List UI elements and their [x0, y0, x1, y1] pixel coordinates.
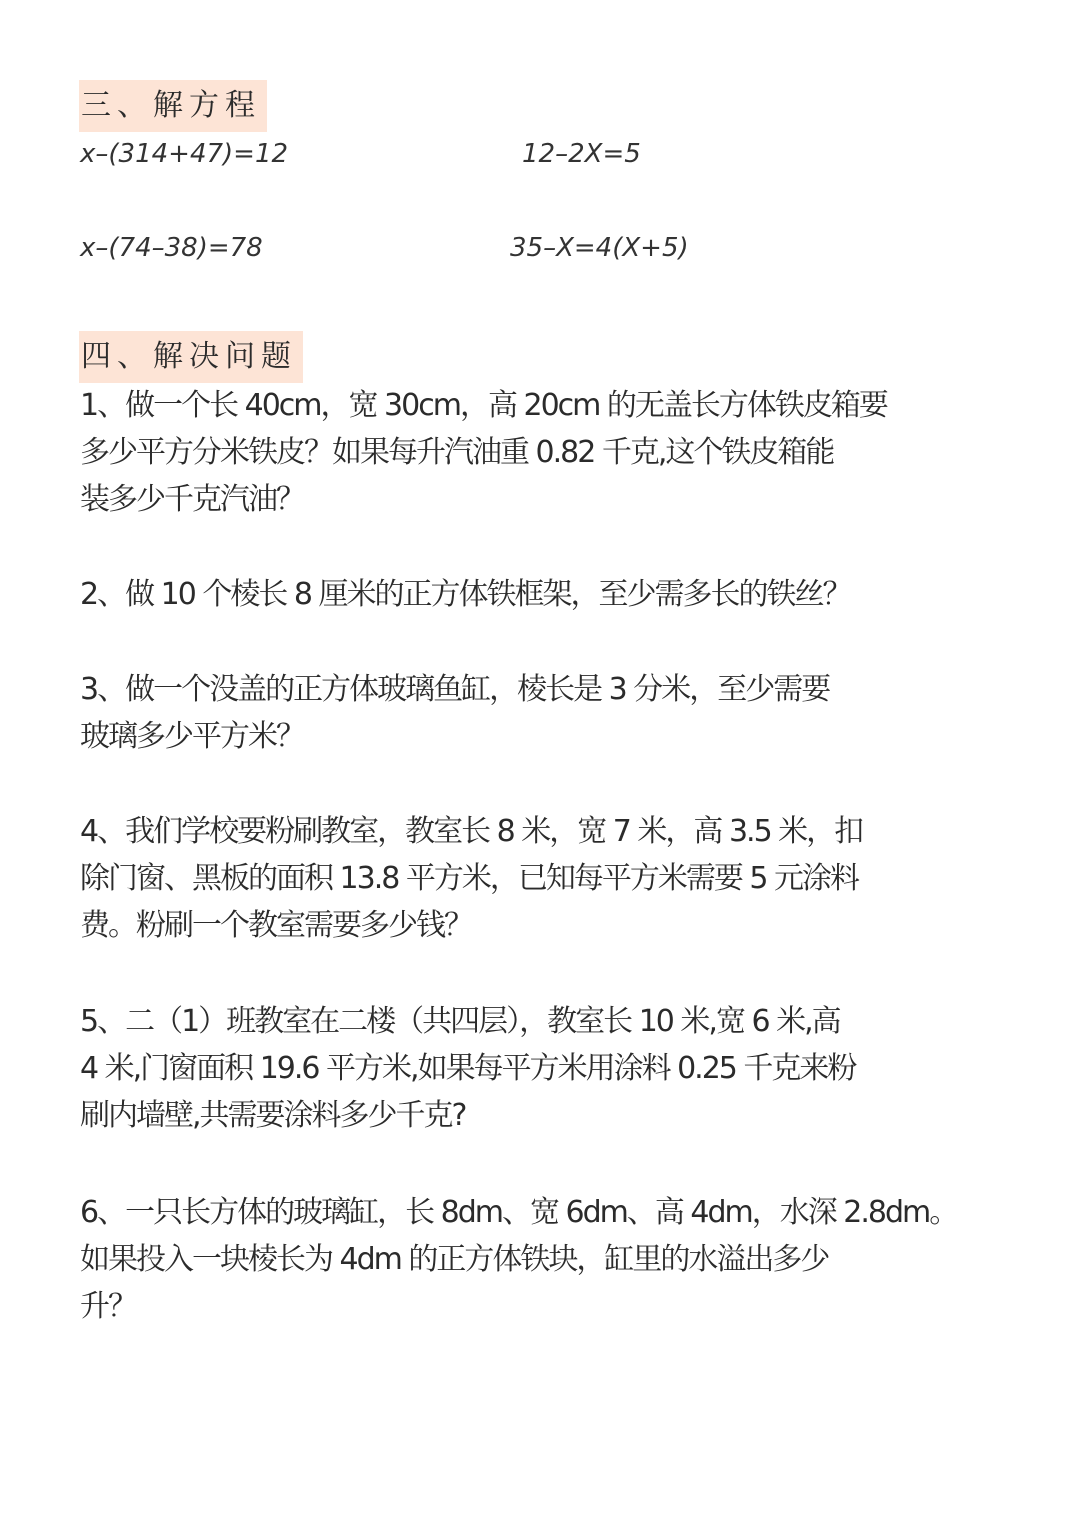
problem-line: 1、做一个长 40cm，宽 30cm，高 20cm 的无盖长方体铁皮箱要 — [80, 388, 887, 423]
problem-line: 装多少千克汽油？ — [80, 482, 304, 517]
problem-line: 费。粉刷一个教室需要多少钱？ — [80, 908, 472, 943]
problem-4 — [80, 808, 1005, 949]
problem-line: 如果投入一块棱长为 4dm 的正方体铁块，缸里的水溢出多少 — [80, 1242, 829, 1277]
problem-5 — [80, 998, 1005, 1139]
section-heading-solve-equations: 三、解方程 — [79, 80, 267, 132]
problem-line: 多少平方分米铁皮？如果每升汽油重 0.82 千克,这个铁皮箱能 — [80, 435, 834, 470]
problem-line: 除门窗、黑板的面积 13.8 平方米，已知每平方米需要 5 元涂料 — [80, 861, 859, 896]
problem-2 — [80, 571, 1005, 618]
equation-3: x–(74–38)=78 — [80, 233, 263, 263]
problem-6 — [80, 1189, 1005, 1330]
problem-line: 升？ — [80, 1289, 136, 1324]
problem-line: 刷内墙壁,共需要涂料多少千克? — [80, 1098, 466, 1133]
problem-line: 5、二（1）班教室在二楼（共四层），教室长 10 米,宽 6 米,高 — [80, 1004, 840, 1039]
equation-2: 12–2X=5 — [522, 139, 641, 169]
problem-1 — [80, 382, 1005, 523]
problem-line: 4 米,门窗面积 19.6 平方米,如果每平方米用涂料 0.25 千克来粉 — [80, 1051, 856, 1086]
problem-line: 4、我们学校要粉刷教室，教室长 8 米，宽 7 米，高 3.5 米，扣 — [80, 814, 863, 849]
problem-line: 6、一只长方体的玻璃缸，长 8dm、宽 6dm、高 4dm，水深 2.8dm。 — [80, 1195, 958, 1230]
problem-line: 玻璃多少平方米？ — [80, 719, 304, 754]
equation-1: x–(314+47)=12 — [80, 139, 289, 169]
problem-line: 3、做一个没盖的正方体玻璃鱼缸，棱长是 3 分米，至少需要 — [80, 672, 830, 707]
problem-line: 2、做 10 个棱长 8 厘米的正方体铁框架，至少需多长的铁丝？ — [80, 577, 851, 612]
equation-4: 35–X=4(X+5) — [510, 233, 689, 263]
problem-3 — [80, 666, 1005, 760]
section-heading-word-problems: 四、解决问题 — [79, 331, 303, 383]
